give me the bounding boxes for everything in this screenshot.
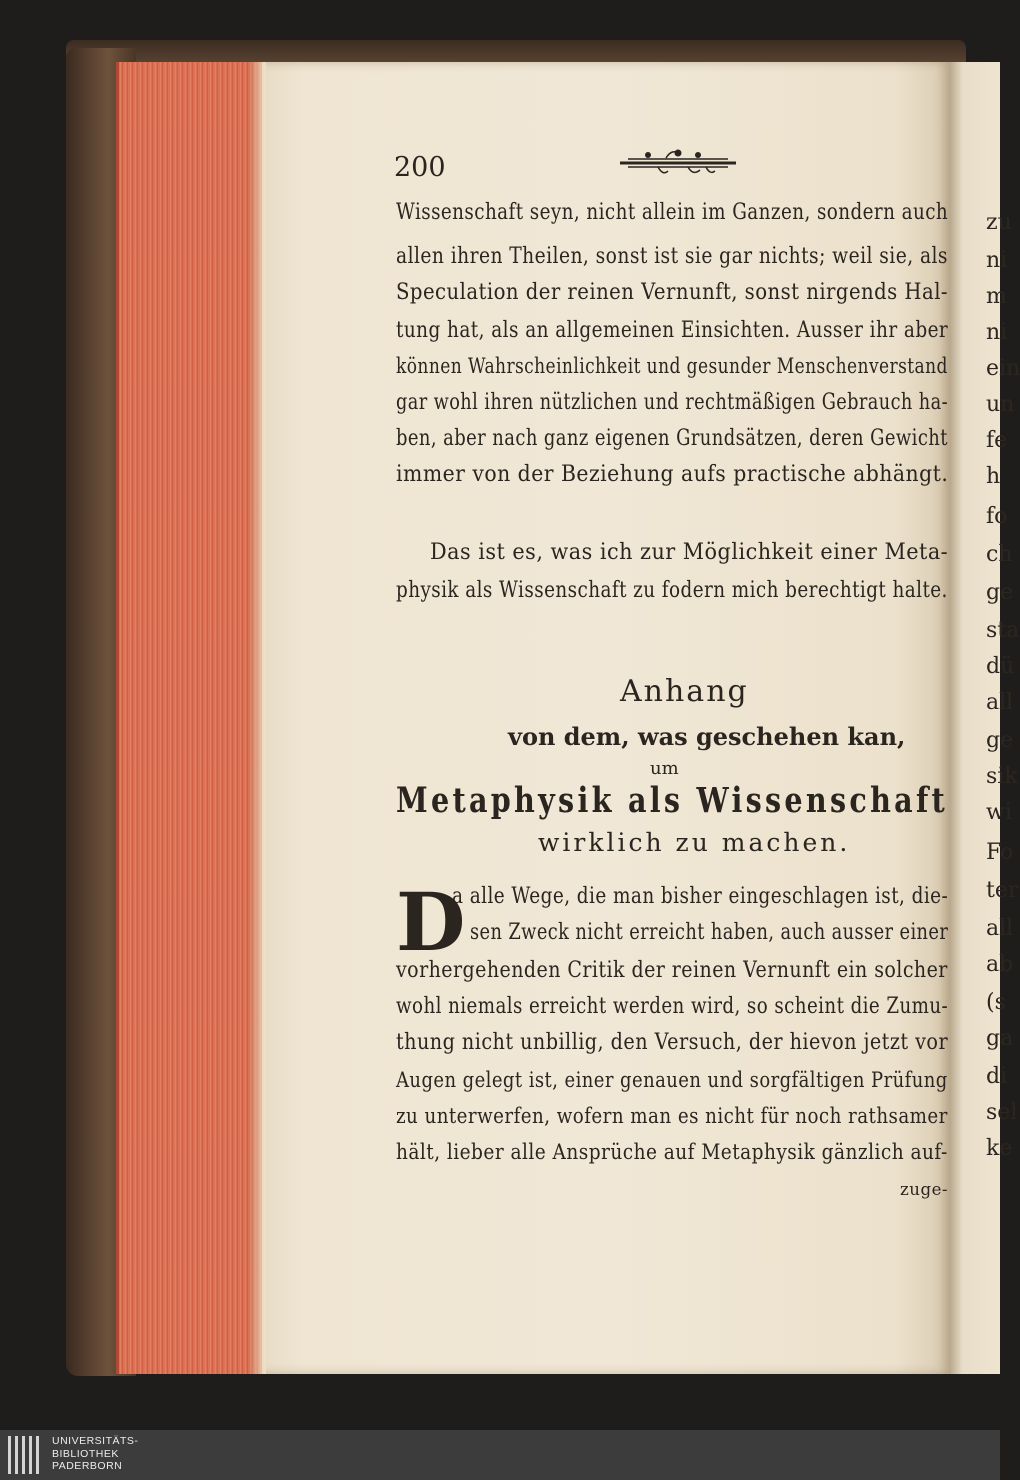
facing-fragment: sta [986, 618, 1020, 643]
paragraph3-line: thung nicht unbillig, den Versuch, der hievon jetzt vor [396, 1030, 949, 1055]
facing-fragment: ein [986, 356, 1020, 381]
facing-fragment: sik [986, 764, 1018, 789]
appendix-line: wirklich zu machen. [538, 828, 851, 857]
gutter-shadow [250, 62, 266, 1374]
facing-fragment: ge [986, 728, 1014, 753]
library-name [52, 1435, 138, 1473]
paragraph2-line: Das ist es, was ich zur Möglichkeit einer Meta- [430, 540, 949, 565]
facing-fragment: wi [986, 800, 1012, 825]
paragraph3-line: Augen gelegt ist, einer genauen und sorgfältigen Prüfung [396, 1068, 948, 1092]
facing-fragment: dü [986, 654, 1015, 679]
paragraph3-line: a alle Wege, die man bisher eingeschlagen ist, die- [452, 884, 949, 909]
facing-fragment: ter [986, 878, 1019, 903]
appendix-line: von dem, was geschehen kan, [508, 722, 906, 751]
library-logo-icon [8, 1436, 44, 1474]
library-name-line: UNIVERSITÄTS- [52, 1435, 139, 1447]
facing-fragment: ni [986, 320, 1008, 345]
paragraph1-line: tung hat, als an allgemeinen Einsichten. Ausser ihr aber [396, 318, 949, 343]
facing-fragment: ke [986, 1136, 1013, 1161]
paragraph1-line: ben, aber nach ganz eigenen Grundsätzen, deren Gewicht [396, 426, 948, 451]
paragraph2-line: physik als Wissenschaft zu fodern mich berechtigt halte. [396, 578, 948, 603]
facing-fragment: di [986, 1064, 1008, 1089]
library-name-line: PADERBORN [52, 1460, 123, 1472]
paragraph1-line: Wissenschaft seyn, nicht allein im Ganzen, sondern auch [396, 200, 949, 225]
header-ornament-icon [618, 146, 738, 180]
paragraph1-line: allen ihren Theilen, sonst ist sie gar nichts; weil sie, als [396, 244, 948, 269]
appendix-main-title: Metaphysik als Wissenschaft [396, 780, 949, 821]
facing-fragment: fo [986, 504, 1008, 529]
facing-fragment: ch [986, 542, 1013, 567]
facing-fragment: sel [986, 1100, 1018, 1125]
facing-fragment: Fo [986, 840, 1014, 865]
paragraph3-line: wohl niemals erreicht werden wird, so scheint die Zumu- [396, 994, 949, 1019]
appendix-line: um [650, 758, 679, 779]
paragraph1-line: immer von der Beziehung aufs practische abhängt. [396, 462, 949, 487]
appendix-title: Anhang [620, 674, 749, 709]
library-footer [0, 1430, 1000, 1480]
facing-fragment: ge [986, 580, 1014, 605]
drop-cap: D [396, 875, 466, 969]
library-name-line: BIBLIOTHEK [52, 1447, 119, 1460]
paragraph1-line: können Wahrscheinlichkeit und gesunder Menschenverstand [396, 354, 948, 378]
paragraph1-line: gar wohl ihren nützlichen und rechtmäßigen Gebrauch ha- [396, 390, 948, 415]
paragraph3-line: hält, lieber alle Ansprüche auf Metaphysik gänzlich auf- [396, 1140, 948, 1164]
facing-fragment: ga [986, 1026, 1014, 1051]
facing-fragment: un [986, 392, 1015, 417]
paragraph1-line: Speculation der reinen Vernunft, sonst nirgends Hal- [396, 280, 949, 305]
facing-fragment: ab [986, 952, 1014, 977]
facing-fragment: all [986, 916, 1014, 941]
facing-fragment: all [986, 690, 1014, 715]
facing-fragment: fe [986, 428, 1008, 453]
paragraph3-line: sen Zweck nicht erreicht haben, auch ausser einer [470, 920, 949, 945]
paragraph3-line: vorhergehenden Critik der reinen Vernunft ein solcher [396, 958, 948, 983]
facing-fragment: m [986, 284, 1007, 309]
paragraph3-line: zu unterwerfen, wofern man es nicht für noch rathsamer [396, 1104, 948, 1128]
page-edges [116, 62, 269, 1374]
facing-fragment: h [986, 464, 1001, 489]
facing-fragment: zu [986, 210, 1012, 235]
page-number: 200 [394, 152, 446, 183]
facing-fragment: (s [986, 990, 1006, 1015]
catchword: zuge- [900, 1180, 949, 1200]
facing-fragment: ni [986, 248, 1008, 273]
